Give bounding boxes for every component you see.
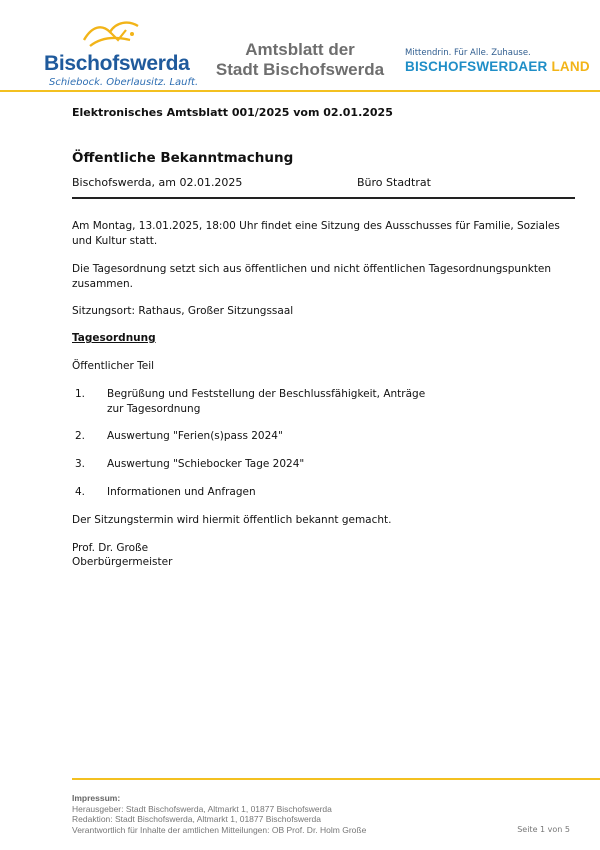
notice-title: Öffentliche Bekanntmachung [72,150,294,166]
imprint-responsible: Verantwortlich für Inhalte der amtlichen Mitteilungen: OB Prof. Dr. Holm Große [72,824,367,835]
meeting-location: Sitzungsort: Rathaus, Großer Sitzungssaal [72,305,294,317]
agenda-item-number: 3. [75,458,86,470]
public-part-heading: Öffentlicher Teil [72,360,155,372]
signature-block [72,541,172,569]
edition-line: Elektronisches Amtsblatt 001/2025 vom 02.01.2025 [72,106,393,119]
meeting-announcement: Am Montag, 13.01.2025, 18:00 Uhr findet eine Sitzung des Ausschusses für Familie, Soziales und Kultur statt. [72,220,560,247]
imprint-editorial: Redaktion: Stadt Bischofswerda, Altmarkt 1, 01877 Bischofswerda [72,814,321,824]
imprint [72,793,492,835]
gazette-title-line1: Amtsblatt der [245,40,355,59]
place-date: Bischofswerda, am 02.01.2025 [72,176,243,189]
logo-slogan: Schiebock. Oberlausitz. Lauft. [49,77,199,88]
logo-wordmark: Bischofswerda [44,52,190,75]
bischofswerda-logo[interactable] [44,14,199,88]
agenda-heading: Tagesordnung [72,332,156,344]
page-header [0,0,600,92]
page-number: Seite 1 von 5 [517,825,570,834]
publication-notice: Der Sitzungstermin wird hiermit öffentlich bekannt gemacht. [72,514,392,526]
issuing-office: Büro Stadtrat [357,176,431,189]
agenda-item-text: Informationen und Anfragen [107,486,256,498]
imprint-publisher: Herausgeber: Stadt Bischofswerda, Altmarkt 1, 01877 Bischofswerda [72,803,332,814]
agenda-item-number: 4. [75,486,86,498]
region-brand-part2: LAND [551,59,590,74]
signer-name: Prof. Dr. Große [72,542,149,554]
bird-emblem-icon [80,16,140,50]
header-divider [0,90,600,92]
footer-divider [72,778,600,780]
region-brand-part1: BISCHOFSWERDAER [405,59,548,74]
bischofswerdaer-land-logo[interactable] [405,48,590,74]
imprint-heading: Impressum: [72,793,121,803]
agenda-item-text: Begrüßung und Feststellung der Beschlussfähigkeit, Anträge zur Tagesordnung [107,388,426,415]
agenda-item-text: Auswertung "Ferien(s)pass 2024" [107,430,283,442]
agenda-item-text: Auswertung "Schiebocker Tage 2024" [107,458,305,470]
gazette-title [200,40,400,80]
agenda-item-number: 1. [75,388,86,400]
signer-title: Oberbürgermeister [72,556,173,568]
region-tagline: Mittendrin. Für Alle. Zuhause. [405,48,531,58]
agenda-item-number: 2. [75,430,86,442]
agenda-note: Die Tagesordnung setzt sich aus öffentlichen und nicht öffentlichen Tagesordnungspunkten zusammen. [72,263,552,290]
title-divider [72,197,575,199]
gazette-title-line2: Stadt Bischofswerda [215,60,385,79]
region-brand [405,59,590,74]
